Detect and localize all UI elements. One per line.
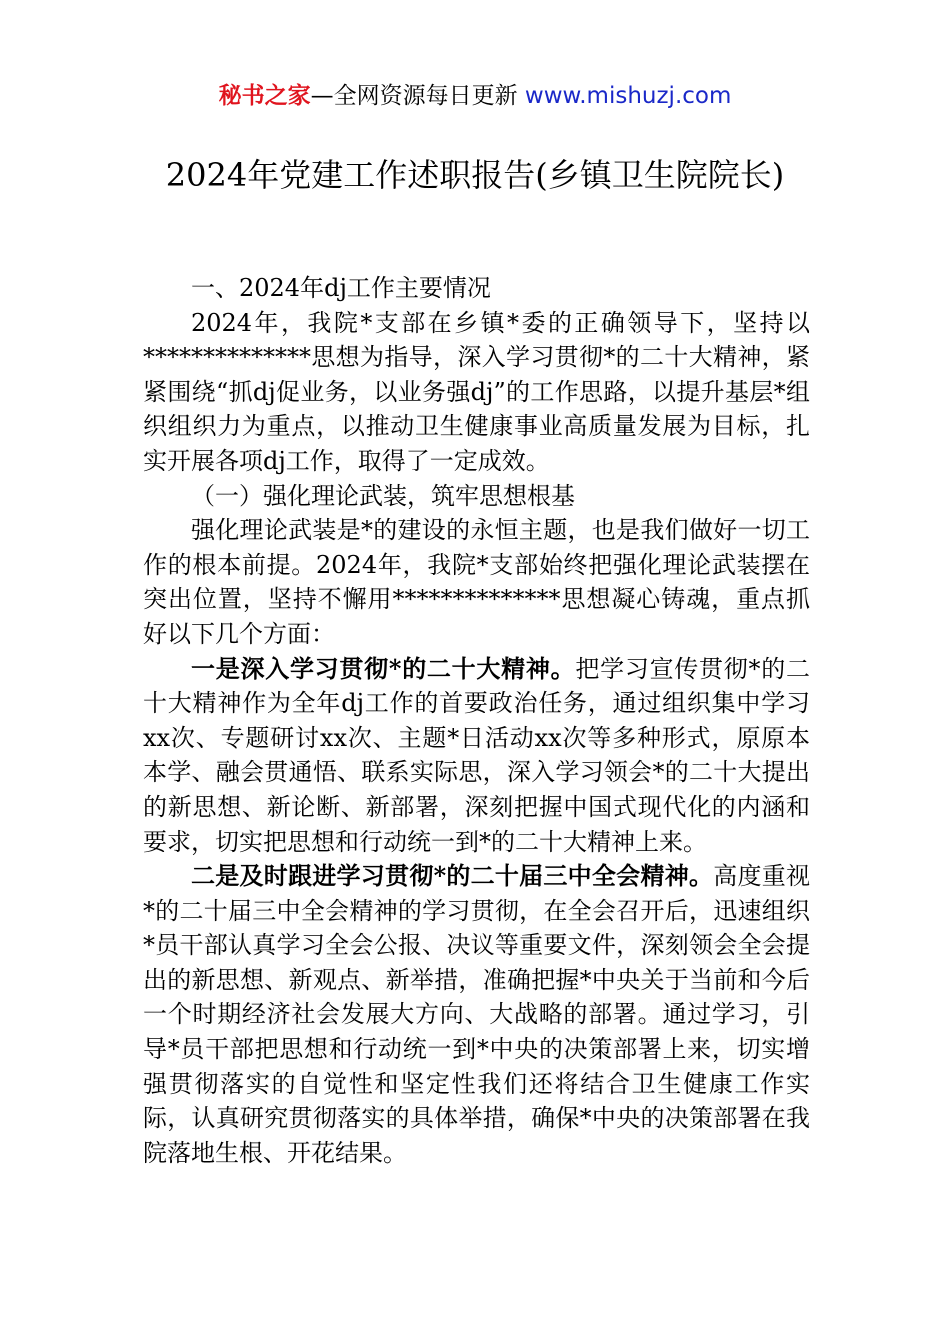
paragraph-text: 高度重视*的二十届三中全会精神的学习贯彻，在全会召开后，迅速组织*员干部认真学习全会公报、决议等重要文件，深刻领会全会提出的新思想、新观点、新举措，准确把握*中央关于当前和今后一个时期经济社会发展大方向、大战略的部署。通过学习，引导*员干部把思想和行动统一到*中央的决策部署上来，切实增强贯彻落实的自觉性和坚定性我们还将结合卫生健康工作实际，认真研究贯彻落实的具体举措，确保*中央的决策部署在我院落地生根、开花结果。	[143, 862, 810, 1167]
site-brand: 秘书之家	[218, 83, 311, 109]
paragraph-text: 把学习宣传贯彻*的二十大精神作为全年dj工作的首要政治任务，通过组织集中学习xx次、专题研讨xx次、主题*日活动xx次等多种形式，原原本本学、融会贯通悟、联系实际思，深入学习领会*的二十大提出的新思想、新论断、新部署，深刻把握中国式现代化的内涵和要求，切实把思想和行动统一到*的二十大精神上来。	[143, 654, 810, 856]
paragraph-text: 强化理论武装是*的建设的永恒主题，也是我们做好一切工作的根本前提。2024年，我院*支部始终把强化理论武装摆在突出位置，坚持不懈用**************思想凝心铸魂，重点抓好以下几个方面：	[143, 516, 810, 648]
paragraph-text: （一）强化理论武装，筑牢思想根基	[191, 481, 575, 510]
document-title: 2024年党建工作述职报告(乡镇卫生院院长)	[165, 156, 785, 194]
paragraph	[143, 306, 810, 479]
paragraph-lead: 二是及时跟进学习贯彻*的二十届三中全会精神。	[191, 861, 714, 891]
site-url-link[interactable]: www.mishuzj.com	[524, 83, 732, 109]
paragraph	[143, 652, 810, 860]
paragraph-text: 一、2024年dj工作主要情况	[191, 274, 491, 302]
paragraph	[143, 859, 810, 1170]
paragraph	[143, 513, 810, 651]
subsection-heading	[143, 479, 810, 514]
paragraph-lead: 一是深入学习贯彻*的二十大精神。	[191, 653, 576, 683]
document-body	[143, 271, 810, 1170]
site-header	[0, 80, 950, 112]
site-slogan: —全网资源每日更新	[310, 83, 525, 109]
paragraph-text: 2024年，我院*支部在乡镇*委的正确领导下，坚持以**************思想为指导，深入学习贯彻*的二十大精神，紧紧围绕“抓dj促业务，以业务强dj”的工作思路，以提升基层*组织组织力为重点，以推动卫生健康事业高质量发展为目标，扎实开展各项dj工作，取得了一定成效。	[143, 308, 810, 475]
section-heading	[143, 271, 810, 306]
